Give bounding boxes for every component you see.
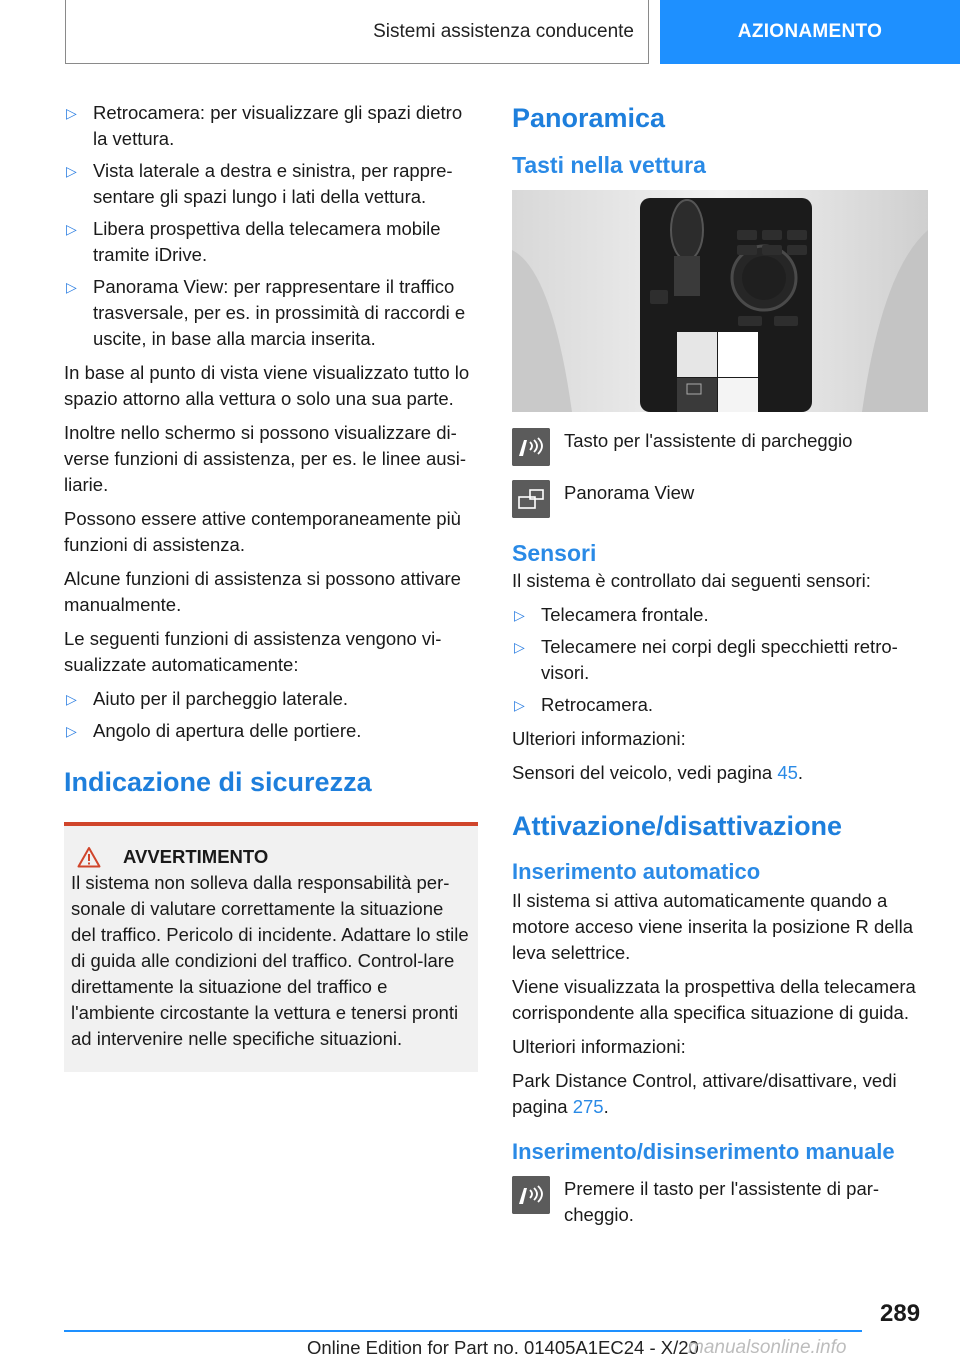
sensors-list	[512, 602, 928, 718]
pdc-reference: Park Distance Control, attivare/disattivare, vedi pagina 275.	[512, 1070, 897, 1117]
park-assist-label: Tasto per l'assistente di parcheggio	[564, 430, 853, 451]
triangle-bullet-icon: ▷	[514, 607, 525, 623]
page-link[interactable]: 275	[572, 1096, 604, 1117]
sensors-intro: Il sistema è controllato dai seguenti sensori:	[512, 570, 871, 591]
sensors-heading: Sensori	[512, 540, 597, 566]
header-chapter-tab	[660, 0, 960, 64]
edition-text: Online Edition for Part no. 01405A1EC24 - X/20	[307, 1337, 699, 1358]
chapter-title: AZIONAMENTO	[737, 21, 883, 42]
paragraph: Alcune funzioni di assistenza si possono attivare manualmente.	[64, 568, 461, 615]
triangle-bullet-icon: ▷	[66, 723, 77, 739]
list-item: ▷ Angolo di apertura delle portiere.	[64, 718, 478, 744]
icon-row-park-assist	[512, 428, 928, 466]
list-item: ▷ Aiuto per il parcheggio laterale.	[64, 686, 478, 712]
safety-heading: Indicazione di sicurezza	[64, 767, 372, 797]
auto-functions-list	[64, 686, 478, 744]
overview-heading: Panoramica	[512, 103, 666, 133]
triangle-bullet-icon: ▷	[66, 279, 77, 295]
triangle-bullet-icon: ▷	[514, 697, 525, 713]
warning-triangle-icon	[77, 846, 101, 868]
list-item: ▷ Panorama View: per rappresentare il traffico trasversale, per es. in prossimità di raccordi e uscite, in base alla marcia inserita.	[66, 276, 466, 349]
left-column	[64, 100, 478, 1072]
park-assist-button-icon	[512, 1176, 550, 1214]
more-info-label: Ulteriori informazioni:	[512, 728, 686, 749]
paragraph: In base al punto di vista viene visualizzato tutto lo spazio attorno alla vettura o solo una sua parte.	[64, 362, 470, 409]
paragraph: Il sistema si attiva automaticamente quando a motore acceso viene inserita la posizione R della leva selettrice.	[512, 890, 914, 963]
list-item: ▷ Retrocamera: per visualizzare gli spazi dietro la vettura.	[66, 102, 463, 149]
list-item: ▷ Telecamere nei corpi degli specchietti retro-visori.	[514, 636, 898, 683]
right-column	[512, 100, 928, 1242]
triangle-bullet-icon: ▷	[66, 163, 77, 179]
manual-instruction: Premere il tasto per l'assistente di par-cheggio.	[564, 1178, 880, 1225]
list-item: ▷ Libera prospettiva della telecamera mobile tramite iDrive.	[66, 218, 441, 265]
footer-divider	[64, 1330, 862, 1332]
paragraph: Viene visualizzata la prospettiva della telecamera corrispondente alla specifica situazione di guida.	[512, 976, 916, 1023]
paragraph: Possono essere attive contemporaneamente più funzioni di assistenza.	[64, 508, 461, 555]
page-number: 289	[880, 1300, 921, 1327]
list-item: ▷ Vista laterale a destra e sinistra, per rappre-sentare gli spazi lungo i lati della vettura.	[66, 160, 453, 207]
panorama-view-button-icon	[512, 480, 550, 518]
section-title: Sistemi assistenza conducente	[373, 20, 634, 42]
center-console-photo	[512, 190, 928, 412]
icon-row-manual	[512, 1176, 928, 1228]
list-item: ▷ Retrocamera.	[512, 692, 928, 718]
list-item: ▷ Telecamera frontale.	[512, 602, 928, 628]
more-info-label: Ulteriori informazioni:	[512, 1036, 686, 1057]
triangle-bullet-icon: ▷	[514, 639, 525, 655]
sensors-reference: Sensori del veicolo, vedi pagina 45.	[512, 762, 804, 783]
paragraph: Le seguenti funzioni di assistenza vengono vi-sualizzate automaticamente:	[64, 628, 442, 675]
header-section-title	[65, 0, 649, 64]
warning-title: AVVERTIMENTO	[123, 846, 269, 867]
icon-row-panorama-view	[512, 480, 928, 518]
warning-box	[64, 822, 478, 1072]
warning-text: Il sistema non solleva dalla responsabilità per-sonale di valutare correttamente la situazione del traffico. Pericolo di incidente. Adattare lo stile di guida alle condizioni del traffico. Control-lare direttamente la situazione del traffico e l'ambiente circostante la vettura e tenersi pronti ad intervenire nelle specifiche situazioni.	[71, 872, 469, 1049]
buttons-heading: Tasti nella vettura	[512, 152, 706, 178]
park-assist-button-icon	[512, 428, 550, 466]
warning-title-row	[77, 846, 470, 868]
view-list	[64, 100, 478, 352]
page-link[interactable]: 45	[777, 762, 798, 783]
triangle-bullet-icon: ▷	[66, 691, 77, 707]
panorama-view-label: Panorama View	[564, 482, 695, 503]
paragraph: Inoltre nello schermo si possono visualizzare di-verse funzioni di assistenza, per es. le linee ausi-liarie.	[64, 422, 467, 495]
manual-activation-heading: Inserimento/disinserimento manuale	[512, 1139, 895, 1164]
triangle-bullet-icon: ▷	[66, 105, 77, 121]
activation-heading: Attivazione/disattivazione	[512, 811, 843, 841]
triangle-bullet-icon: ▷	[66, 221, 77, 237]
auto-activation-heading: Inserimento automatico	[512, 859, 761, 884]
watermark: manualsonline.info	[688, 1337, 847, 1358]
